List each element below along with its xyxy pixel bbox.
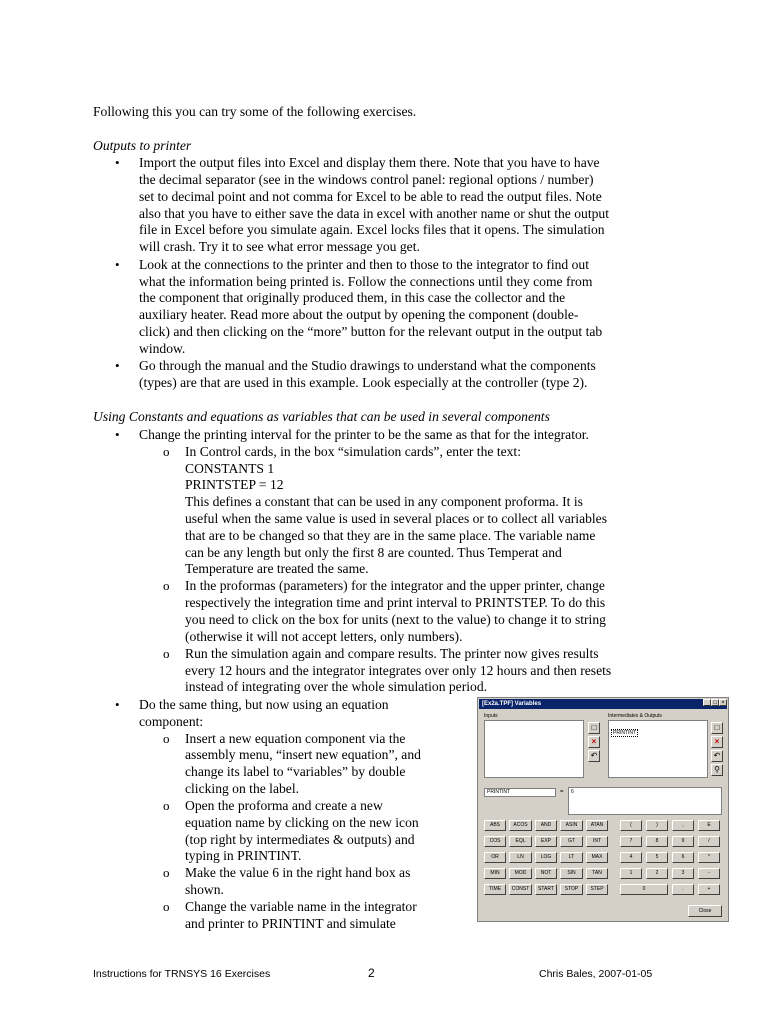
sub-bullet-marker: o xyxy=(163,731,170,746)
variables-dialog xyxy=(477,697,729,922)
outputs-label: Intermediates & Outputs xyxy=(608,713,662,719)
key-ln[interactable]: LN xyxy=(509,852,532,863)
key-eql[interactable]: EQL xyxy=(509,836,532,847)
new-output-icon[interactable]: □ xyxy=(711,722,723,734)
key-5[interactable]: 5 xyxy=(646,852,668,863)
key-and[interactable]: AND xyxy=(535,820,557,831)
key-cos[interactable]: COS xyxy=(484,836,506,847)
key-gt[interactable]: GT xyxy=(560,836,583,847)
minimize-button[interactable]: _ xyxy=(703,699,711,706)
key-min[interactable]: MIN xyxy=(484,868,506,879)
equation-name-field[interactable]: PRINTINT xyxy=(484,788,556,797)
key-start[interactable]: START xyxy=(535,884,557,895)
key-step[interactable]: STEP xyxy=(586,884,608,895)
key-e[interactable]: E xyxy=(698,820,720,831)
key-stop[interactable]: STOP xyxy=(560,884,583,895)
key-dot[interactable]: . xyxy=(672,884,694,895)
section-heading-outputs: Outputs to printer xyxy=(93,138,192,153)
key-exp[interactable]: EXP xyxy=(535,836,557,847)
key-abs[interactable]: ABS xyxy=(484,820,506,831)
key-7[interactable]: 7 xyxy=(620,836,642,847)
sub-bullet-marker: o xyxy=(163,646,170,661)
footer-left: Instructions for TRNSYS 16 Exercises xyxy=(93,968,271,980)
equals-sign: = xyxy=(560,789,564,795)
page-number: 2 xyxy=(368,966,375,980)
sub-bullet-marker: o xyxy=(163,798,170,813)
section-heading-constants: Using Constants and equations as variables that can be used in several components xyxy=(93,409,550,424)
sub-bullet-marker: o xyxy=(163,865,170,880)
new-input-icon[interactable]: □ xyxy=(588,722,600,734)
key-const[interactable]: CONST xyxy=(509,884,532,895)
equation-value-field[interactable]: 6 xyxy=(568,787,722,815)
search-icon[interactable]: ⚲ xyxy=(711,764,723,776)
key-lt[interactable]: LT xyxy=(560,852,583,863)
dialog-title: [Ex2a.TPF] Variables xyxy=(482,701,542,707)
dialog-title-bar xyxy=(479,699,727,709)
close-button[interactable]: Close xyxy=(688,905,722,917)
key-sin[interactable]: SIN xyxy=(560,868,583,879)
outputs-list[interactable] xyxy=(608,720,708,778)
key-int[interactable]: INT xyxy=(586,836,608,847)
key-divide[interactable]: / xyxy=(698,836,720,847)
key-acos[interactable]: ACOS xyxy=(509,820,532,831)
outputs-list-item[interactable]: PRINTINT xyxy=(613,730,637,736)
key-mod[interactable]: MOD xyxy=(509,868,532,879)
bullet-marker: • xyxy=(115,427,120,442)
bullet-marker: • xyxy=(115,697,120,712)
delete-output-icon[interactable]: × xyxy=(711,736,723,748)
key-tan[interactable]: TAN xyxy=(586,868,608,879)
maximize-button[interactable]: □ xyxy=(711,699,719,706)
delete-input-icon[interactable]: × xyxy=(588,736,600,748)
intro-text: Following this you can try some of the following exercises. xyxy=(93,104,417,119)
key-log[interactable]: LOG xyxy=(535,852,557,863)
key-0[interactable]: 0 xyxy=(620,884,668,895)
bullet-marker: • xyxy=(115,155,120,170)
key-or[interactable]: OR xyxy=(484,852,506,863)
key-open-paren[interactable]: ( xyxy=(620,820,642,831)
inputs-list[interactable] xyxy=(484,720,584,778)
footer-right: Chris Bales, 2007-01-05 xyxy=(539,968,653,980)
sub-bullet-marker: o xyxy=(163,444,170,459)
close-window-button[interactable]: × xyxy=(719,699,727,706)
key-6[interactable]: 6 xyxy=(672,852,694,863)
bullet-marker: • xyxy=(115,358,120,373)
key-atan[interactable]: ATAN xyxy=(586,820,608,831)
key-time[interactable]: TIME xyxy=(484,884,506,895)
sub-bullet-marker: o xyxy=(163,899,170,914)
key-comma[interactable]: , xyxy=(672,820,694,831)
key-asin[interactable]: ASIN xyxy=(560,820,583,831)
key-3[interactable]: 3 xyxy=(672,868,694,879)
edit-input-icon[interactable]: ↶ xyxy=(588,750,600,762)
key-not[interactable]: NOT xyxy=(535,868,557,879)
sub-bullet-marker: o xyxy=(163,578,170,593)
key-1[interactable]: 1 xyxy=(620,868,642,879)
key-4[interactable]: 4 xyxy=(620,852,642,863)
key-plus[interactable]: + xyxy=(698,884,720,895)
key-multiply[interactable]: * xyxy=(698,852,720,863)
key-8[interactable]: 8 xyxy=(646,836,668,847)
key-minus[interactable]: - xyxy=(698,868,720,879)
key-max[interactable]: MAX xyxy=(586,852,608,863)
edit-output-icon[interactable]: ↶ xyxy=(711,750,723,762)
bullet-printing-interval: Change the printing interval for the printer to be the same as that for the integrator. xyxy=(139,427,589,442)
inputs-label: Inputs xyxy=(484,713,498,719)
key-2[interactable]: 2 xyxy=(646,868,668,879)
key-close-paren[interactable]: ) xyxy=(646,820,668,831)
key-9[interactable]: 9 xyxy=(672,836,694,847)
bullet-marker: • xyxy=(115,257,120,272)
